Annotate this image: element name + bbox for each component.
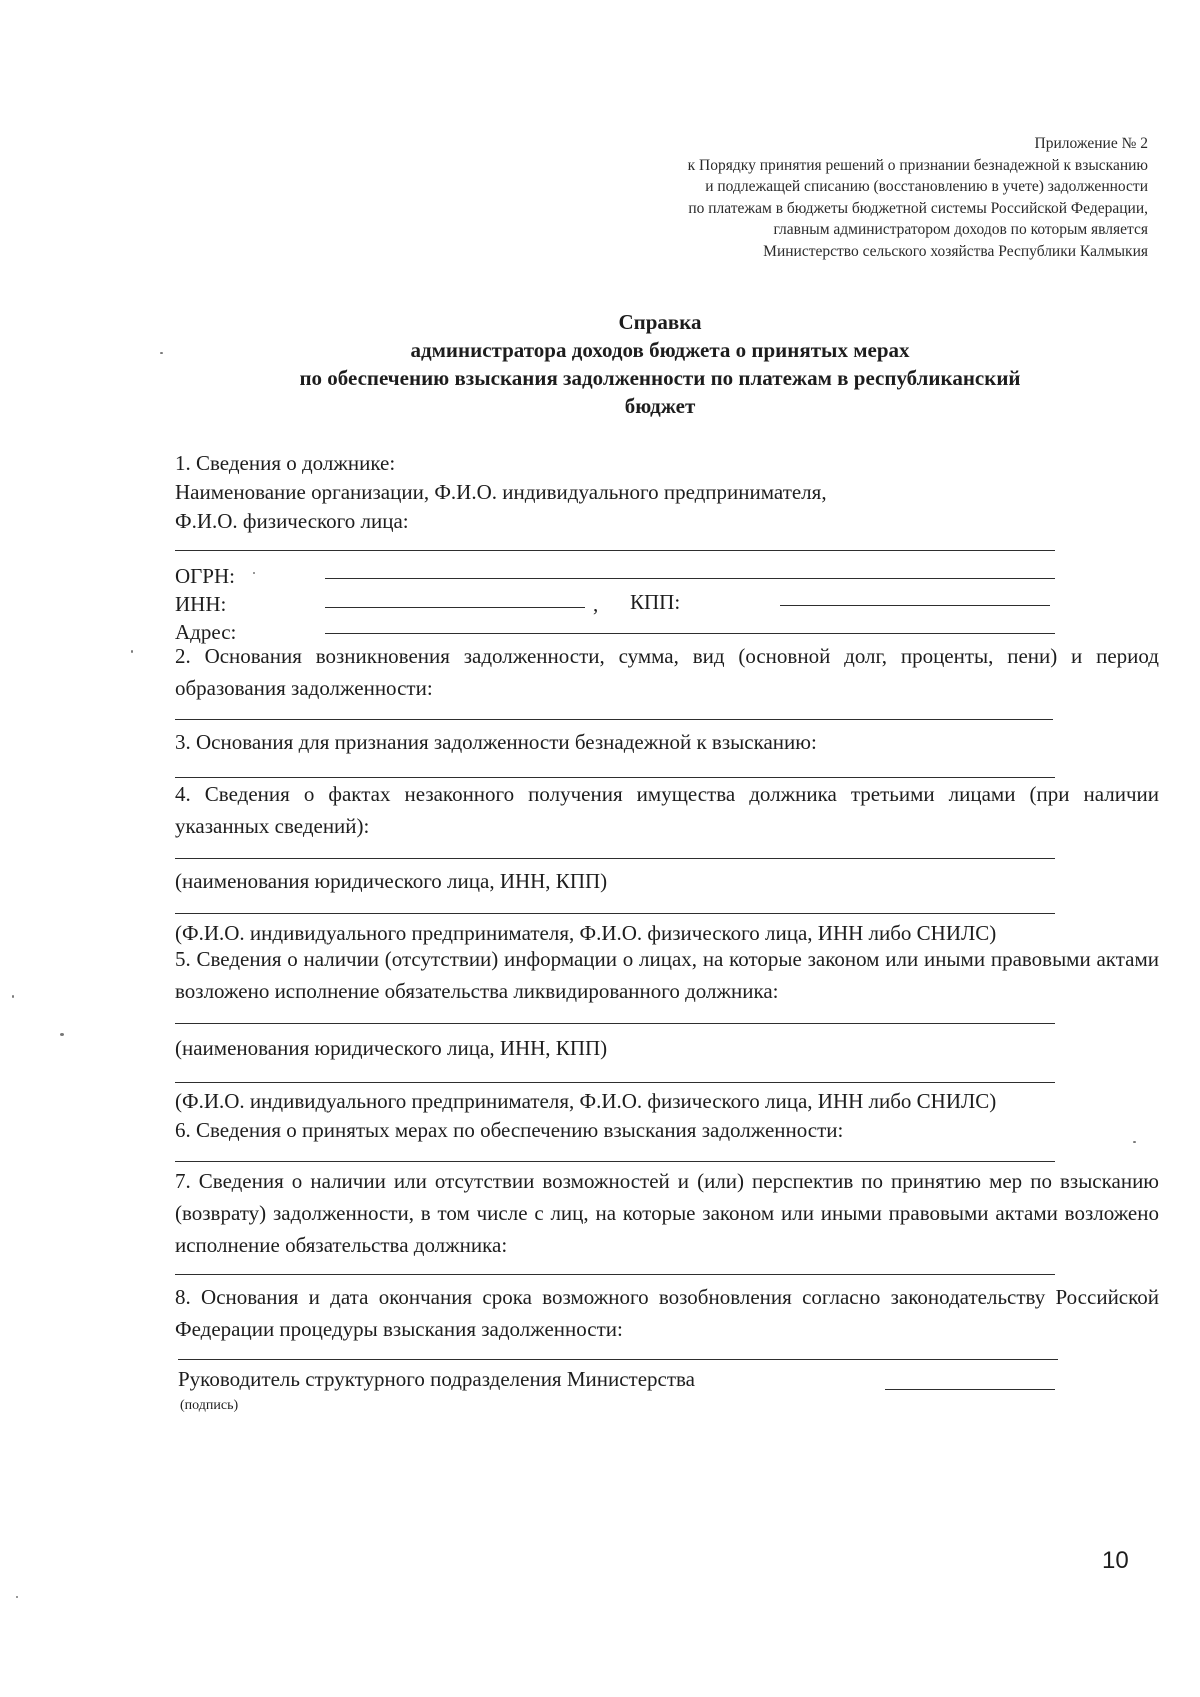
appendix-line: главным администратором доходов по которым является <box>773 221 1148 238</box>
scan-speck <box>131 650 133 653</box>
ogrn-label: ОГРН: <box>175 564 235 588</box>
title-line: администратора доходов бюджета о принятых мерах <box>410 338 910 362</box>
title-line: бюджет <box>624 394 696 418</box>
section-8-text: 8. Основания и дата окончания срока возможного возобновления согласно законодательству Российской Федерации процедуры взыскания задолженности: <box>175 1285 1159 1341</box>
inn-label: ИНН: <box>175 592 227 616</box>
section-8-field-line[interactable] <box>178 1359 1058 1360</box>
section-6-field-line[interactable] <box>175 1161 1055 1162</box>
appendix-line: Министерство сельского хозяйства Республики Калмыкия <box>763 242 1148 260</box>
section-7-field-line[interactable] <box>175 1274 1055 1275</box>
section-6-text: 6. Сведения о принятых мерах по обеспечению взыскания задолженности: <box>175 1118 844 1142</box>
ogrn-field-line[interactable] <box>325 578 1055 579</box>
section-7-text: 7. Сведения о наличии или отсутствии возможностей и (или) перспектив по принятию мер по взысканию (возврату) задолженности, в том числе с лиц, на которые законом или иными правовыми актами возложено исполнение обязательства должника: <box>175 1169 1159 1257</box>
scan-speck <box>160 352 163 354</box>
appendix-line: и подлежащей списанию (восстановлению в учете) задолженности <box>705 178 1148 195</box>
section-5-caption-person: (Ф.И.О. индивидуального предпринимателя, Ф.И.О. физического лица, ИНН либо СНИЛС) <box>175 1089 997 1113</box>
appendix-line: Приложение № 2 <box>1034 135 1148 152</box>
inn-field-line[interactable] <box>325 607 585 608</box>
scan-speck <box>12 995 14 998</box>
section-4-legal-line[interactable] <box>175 858 1055 859</box>
section-4-text: 4. Сведения о фактах незаконного получения имущества должника третьими лицами (при наличии указанных сведений): <box>175 782 1159 838</box>
kpp-field-line[interactable] <box>780 605 1050 606</box>
section-3-text: 3. Основания для признания задолженности безнадежной к взысканию: <box>175 730 817 754</box>
section-5-text: 5. Сведения о наличии (отсутствии) информации о лицах, на которые законом или иными правовыми актами возложено исполнение обязательства ликвидированного должника: <box>175 947 1159 1003</box>
title-line: по обеспечению взыскания задолженности по платежам в республиканский <box>299 366 1021 390</box>
appendix-note <box>688 133 1148 262</box>
title-line: Справка <box>618 310 702 334</box>
scan-speck <box>60 1033 64 1036</box>
document-title <box>0 308 1200 420</box>
section-5-caption-legal: (наименования юридического лица, ИНН, КПП) <box>175 1036 608 1060</box>
signature-field-line[interactable] <box>885 1389 1055 1390</box>
section-1-subtext: Наименование организации, Ф.И.О. индивидуального предпринимателя, <box>175 480 827 504</box>
scan-speck <box>253 572 255 574</box>
debtor-name-line[interactable] <box>175 550 1055 551</box>
inn-comma: , <box>593 592 599 616</box>
kpp-label: КПП: <box>630 590 681 614</box>
section-2-text: 2. Основания возникновения задолженности, сумма, вид (основной долг, проценты, пени) и период образования задолженности: <box>175 644 1159 700</box>
section-4-caption-person: (Ф.И.О. индивидуального предпринимателя, Ф.И.О. физического лица, ИНН либо СНИЛС) <box>175 921 997 945</box>
scan-speck <box>1133 1141 1136 1143</box>
section-5-person-line[interactable] <box>175 1082 1055 1083</box>
signature-caption: (подпись) <box>180 1398 239 1413</box>
appendix-line: к Порядку принятия решений о признании безнадежной к взысканию <box>687 156 1148 174</box>
section-1-heading: 1. Сведения о должнике: <box>175 451 396 475</box>
section-2-field-line[interactable] <box>175 719 1053 720</box>
section-5-legal-line[interactable] <box>175 1023 1055 1024</box>
appendix-line: по платежам в бюджеты бюджетной системы Российской Федерации, <box>688 199 1148 217</box>
signature-label: Руководитель структурного подразделения Министерства <box>178 1367 696 1391</box>
address-label: Адрес: <box>175 620 237 644</box>
section-4-person-line[interactable] <box>175 913 1055 914</box>
section-1-subtext: Ф.И.О. физического лица: <box>175 509 409 533</box>
scan-speck <box>16 1596 18 1598</box>
address-field-line[interactable] <box>325 633 1055 634</box>
page-number: 10 <box>1102 1547 1129 1574</box>
section-4-caption-legal: (наименования юридического лица, ИНН, КПП) <box>175 869 608 893</box>
